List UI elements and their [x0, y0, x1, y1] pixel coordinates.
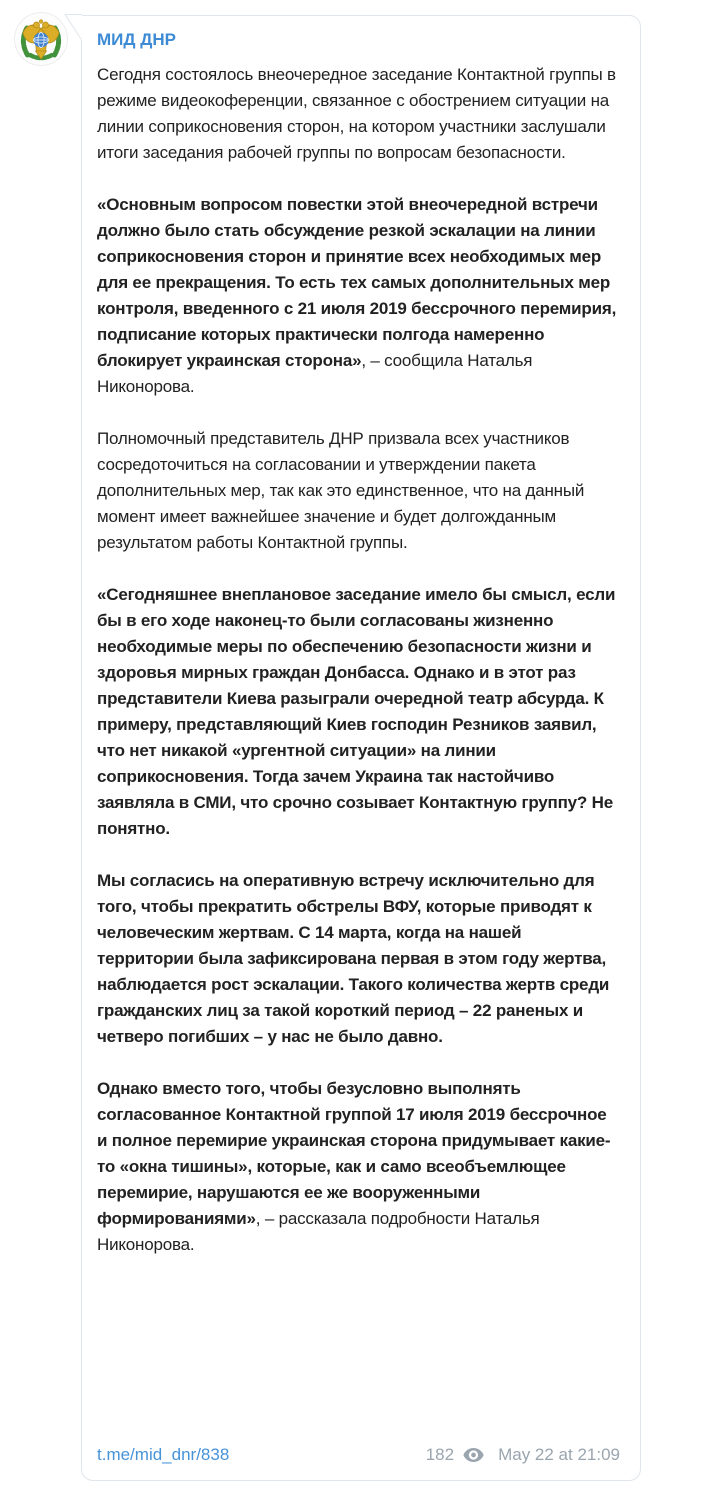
- text-segment: Однако вместо того, чтобы безусловно выполнять согласованное Контактной группой 17 июля 2019 бессрочное и полное перемирие украинская сторона придумывает какие-то «окна тишины», которые, как и само всеобъемлющее перемирие, нарушаются ее же вооруженными формированиями»: [97, 1079, 611, 1228]
- message-bubble: [81, 15, 641, 1481]
- text-segment: «Основным вопросом повестки этой внеочередной встречи должно было стать обсуждение резкой эскалации на линии соприкосновения сторон и принятие всех необходимых мер для ее прекращения. То есть тех самых дополнительных мер контроля, введенного с 21 июля 2019 бессрочного перемирия, подписание которых практически полгода намеренно блокирует украинская сторона»: [97, 195, 617, 370]
- channel-avatar[interactable]: [14, 12, 68, 66]
- bubble-tail: [64, 14, 82, 45]
- message-paragraph: [97, 1076, 619, 1258]
- text-segment: Сегодня состоялось внеочередное заседание Контактной группы в режиме видеокоференции, связанное с обострением ситуации на линии соприкосновения сторон, на котором участники заслушали итоги заседания рабочей группы по вопросам безопасности.: [97, 65, 616, 162]
- message-text: [97, 62, 619, 1434]
- message-paragraph: [97, 582, 619, 842]
- text-segment: Мы согласись на оперативную встречу исключительно для того, чтобы прекратить обстрелы ВФУ, которые приводят к человеческим жертвам. С 14 марта, когда на нашей территории была зафиксирована первая в этом году жертва, наблюдается рост эскалации. Такого количества жертв среди гражданских лиц за такой короткий период – 22 раненых и четверо погибших – у нас не было давно.: [97, 871, 610, 1046]
- message-paragraph: [97, 192, 619, 400]
- message-paragraph: [97, 868, 619, 1050]
- message-paragraph: [97, 426, 619, 556]
- text-segment: , – рассказала подробности Наталья Никонорова.: [97, 1209, 540, 1254]
- message-footer: [97, 1442, 620, 1468]
- channel-name[interactable]: МИД ДНР: [97, 30, 176, 49]
- eye-icon: [463, 1448, 484, 1462]
- text-segment: Полномочный представитель ДНР призвала всех участников сосредоточиться на согласовании и утверждении пакета дополнительных мер, так как это единственное, что на данный момент имеет важнейшее значение и будет долгожданным результатом работы Контактной группы.: [97, 429, 585, 552]
- text-segment: , – сообщила Наталья Никонорова.: [97, 351, 533, 396]
- timestamp: May 22 at 21:09: [498, 1445, 620, 1464]
- text-segment: «Сегодняшнее внеплановое заседание имело бы смысл, если бы в его ходе наконец-то были согласованы жизненно необходимые меры по обеспечению безопасности жизни и здоровья мирных граждан Донбасса. Однако и в этот раз представители Киева разыграли очередной театр абсурда. К примеру, представляющий Киев господин Резников заявил, что нет никакой «ургентной ситуации» на линии соприкосновения. Тогда зачем Украина так настойчиво заявляла в СМИ, что срочно созывает Контактную группу? Не понятно.: [97, 585, 616, 838]
- emblem-eagle-icon: [14, 53, 68, 66]
- view-count: 182: [425, 1445, 455, 1464]
- message-meta: [426, 1445, 620, 1465]
- message-paragraph: [97, 62, 619, 166]
- post-link[interactable]: t.me/mid_dnr/838: [97, 1445, 230, 1464]
